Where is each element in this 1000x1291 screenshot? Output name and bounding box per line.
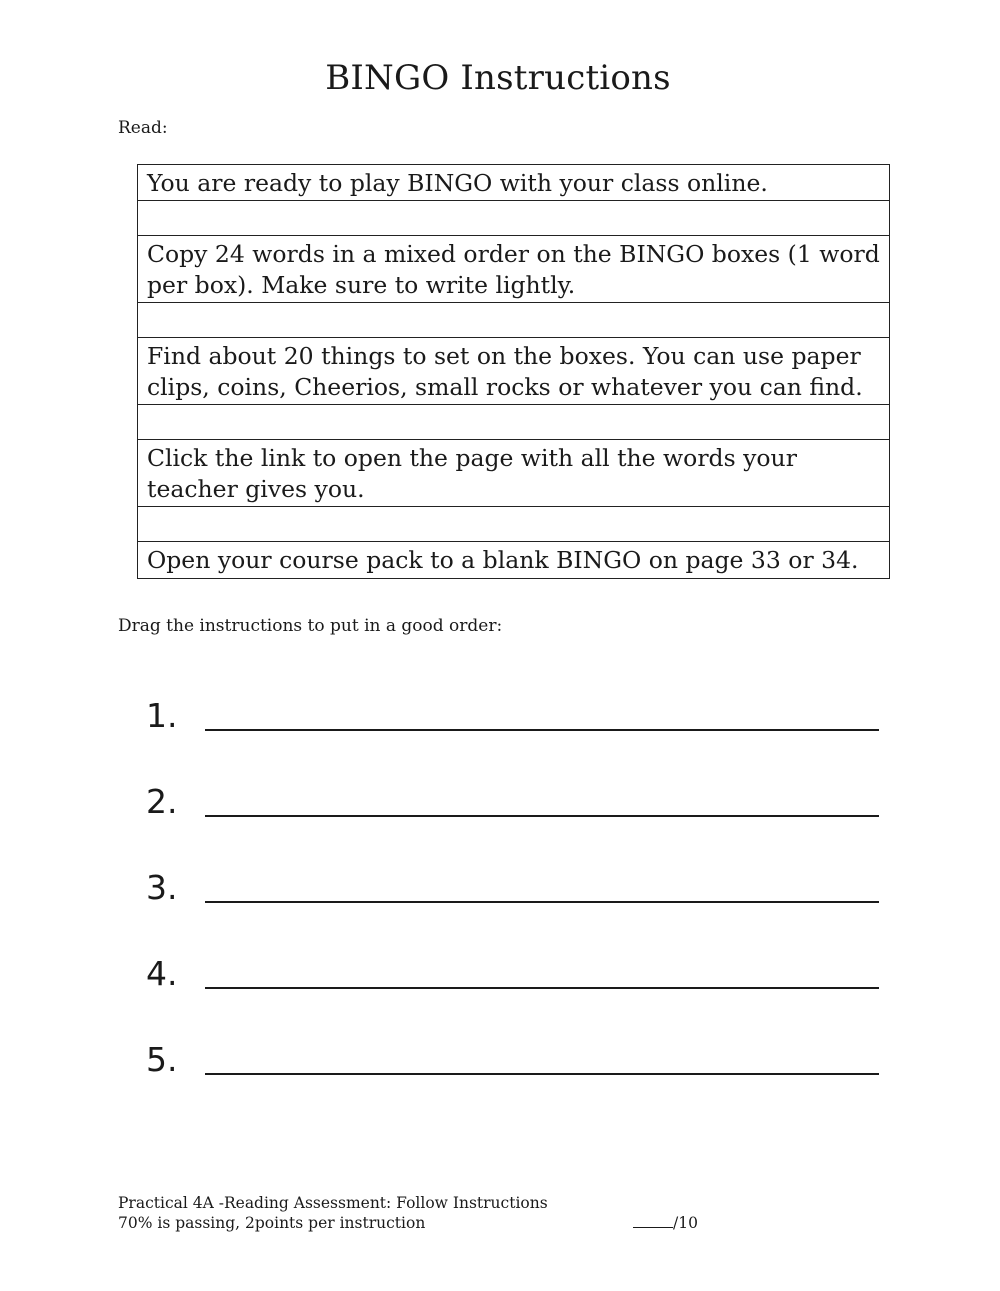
answer-slot-5	[146, 1040, 886, 1080]
answer-slot-4	[146, 954, 886, 994]
footer-assessment-title: Practical 4A -Reading Assessment: Follow Instructions	[118, 1194, 548, 1212]
drop-zone-2[interactable]	[205, 815, 879, 817]
drop-zone-5[interactable]	[205, 1073, 879, 1075]
instruction-item[interactable]: Find about 20 things to set on the boxes. You can use paper clips, coins, Cheerios, small rocks or whatever you can find.	[138, 338, 889, 405]
answer-number: 5.	[146, 1040, 178, 1079]
answer-slot-2	[146, 782, 886, 822]
drop-zone-1[interactable]	[205, 729, 879, 731]
answer-number: 3.	[146, 868, 178, 907]
footer-passing-note: 70% is passing, 2points per instruction	[118, 1214, 426, 1232]
read-label: Read:	[118, 118, 168, 138]
empty-row	[138, 507, 889, 542]
empty-row	[138, 303, 889, 338]
answer-number: 2.	[146, 782, 178, 821]
drop-zone-3[interactable]	[205, 901, 879, 903]
score-field	[633, 1213, 698, 1233]
drag-instruction-label: Drag the instructions to put in a good order:	[118, 616, 503, 636]
score-total: /10	[673, 1214, 698, 1232]
empty-row	[138, 201, 889, 236]
footer	[118, 1193, 548, 1233]
drop-zone-4[interactable]	[205, 987, 879, 989]
score-blank	[633, 1213, 673, 1228]
instruction-item[interactable]: You are ready to play BINGO with your class online.	[138, 165, 889, 201]
answer-number: 4.	[146, 954, 178, 993]
instructions-table	[137, 164, 890, 579]
empty-row	[138, 405, 889, 440]
instruction-item[interactable]: Copy 24 words in a mixed order on the BINGO boxes (1 word per box). Make sure to write lightly.	[138, 236, 889, 303]
answer-slot-1	[146, 696, 886, 736]
answer-number: 1.	[146, 696, 178, 735]
instruction-item[interactable]: Click the link to open the page with all the words your teacher gives you.	[138, 440, 889, 507]
instruction-item[interactable]: Open your course pack to a blank BINGO on page 33 or 34.	[147, 546, 859, 574]
answer-slot-3	[146, 868, 886, 908]
page-title: BINGO Instructions	[325, 58, 671, 98]
